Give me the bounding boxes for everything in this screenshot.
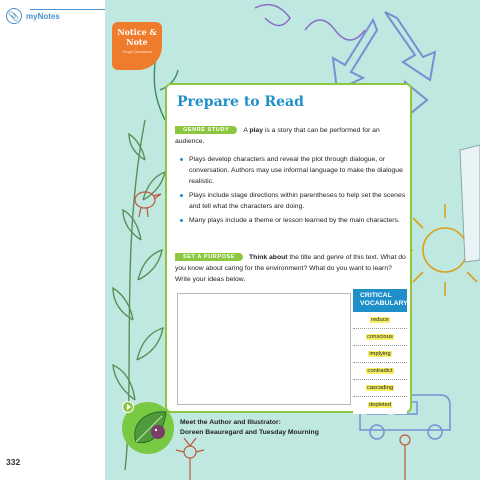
- page-margin: [0, 0, 105, 480]
- genre-study-label: GENRE STUDY: [175, 126, 237, 134]
- notice-subtitle: Tough Questions: [121, 49, 153, 54]
- notice-title-line2: Note: [126, 37, 148, 47]
- list-item: Plays develop characters and reveal the plot through dialogue, or conversation. Authors may use informal language to make the dialogue realistic.: [179, 154, 407, 187]
- genre-bullet-list: [179, 154, 407, 229]
- set-a-purpose-paragraph: [175, 252, 407, 285]
- play-button[interactable]: [122, 401, 134, 413]
- author-heading: Meet the Author and Illustrator:: [180, 419, 281, 426]
- bird-icon: [135, 192, 161, 217]
- meet-the-author: [180, 418, 319, 437]
- genre-text-after: is a story that can be performed for an audience.: [175, 127, 380, 145]
- vocabulary-word-implying[interactable]: implying: [353, 346, 407, 363]
- mynotes-tab[interactable]: [6, 8, 60, 24]
- mynotes-label: myNotes: [26, 11, 60, 21]
- critical-vocabulary-panel: [353, 289, 407, 414]
- genre-text-before: A: [243, 127, 250, 134]
- set-a-purpose-label: SET A PURPOSE: [175, 253, 243, 261]
- flower-icon: [176, 435, 410, 480]
- author-names: Doreen Beauregard and Tuesday Mourning: [180, 428, 319, 436]
- purpose-text: the title and genre of this text. What do you know about caring for the environment? What do you want to learn? Write your ideas below.: [175, 254, 406, 283]
- genre-study-paragraph: [175, 125, 405, 147]
- vocabulary-header-line1: CRITICAL: [360, 292, 392, 299]
- card-title: Prepare to Read: [177, 94, 304, 110]
- notice-note-badge: [112, 22, 162, 70]
- vocabulary-word-cascading[interactable]: cascading: [353, 380, 407, 397]
- vocabulary-word-depleted[interactable]: depleted: [368, 402, 392, 408]
- notice-title-line1: Notice &: [117, 27, 157, 37]
- page-number: 332: [6, 457, 21, 467]
- list-item: Many plays include a theme or lesson learned by the main characters.: [179, 215, 407, 226]
- vocabulary-header: [353, 289, 407, 312]
- vocabulary-list: [353, 312, 407, 414]
- vocabulary-header-line2: VOCABULARY: [360, 300, 408, 307]
- ideas-write-box[interactable]: [177, 293, 351, 405]
- vocabulary-word-conscious[interactable]: conscious: [353, 329, 407, 346]
- genre-bold-word: play: [249, 127, 263, 134]
- vocabulary-word-reduce[interactable]: reduce: [353, 312, 407, 329]
- list-item: Plays include stage directions within parentheses to help set the scenes and tell what the characters are doing.: [179, 190, 407, 212]
- purpose-bold-text: Think about: [249, 254, 288, 261]
- mynotes-divider: [30, 9, 112, 10]
- vocabulary-word-contradict[interactable]: contradict: [353, 363, 407, 380]
- paperclip-icon: 📎: [6, 8, 22, 24]
